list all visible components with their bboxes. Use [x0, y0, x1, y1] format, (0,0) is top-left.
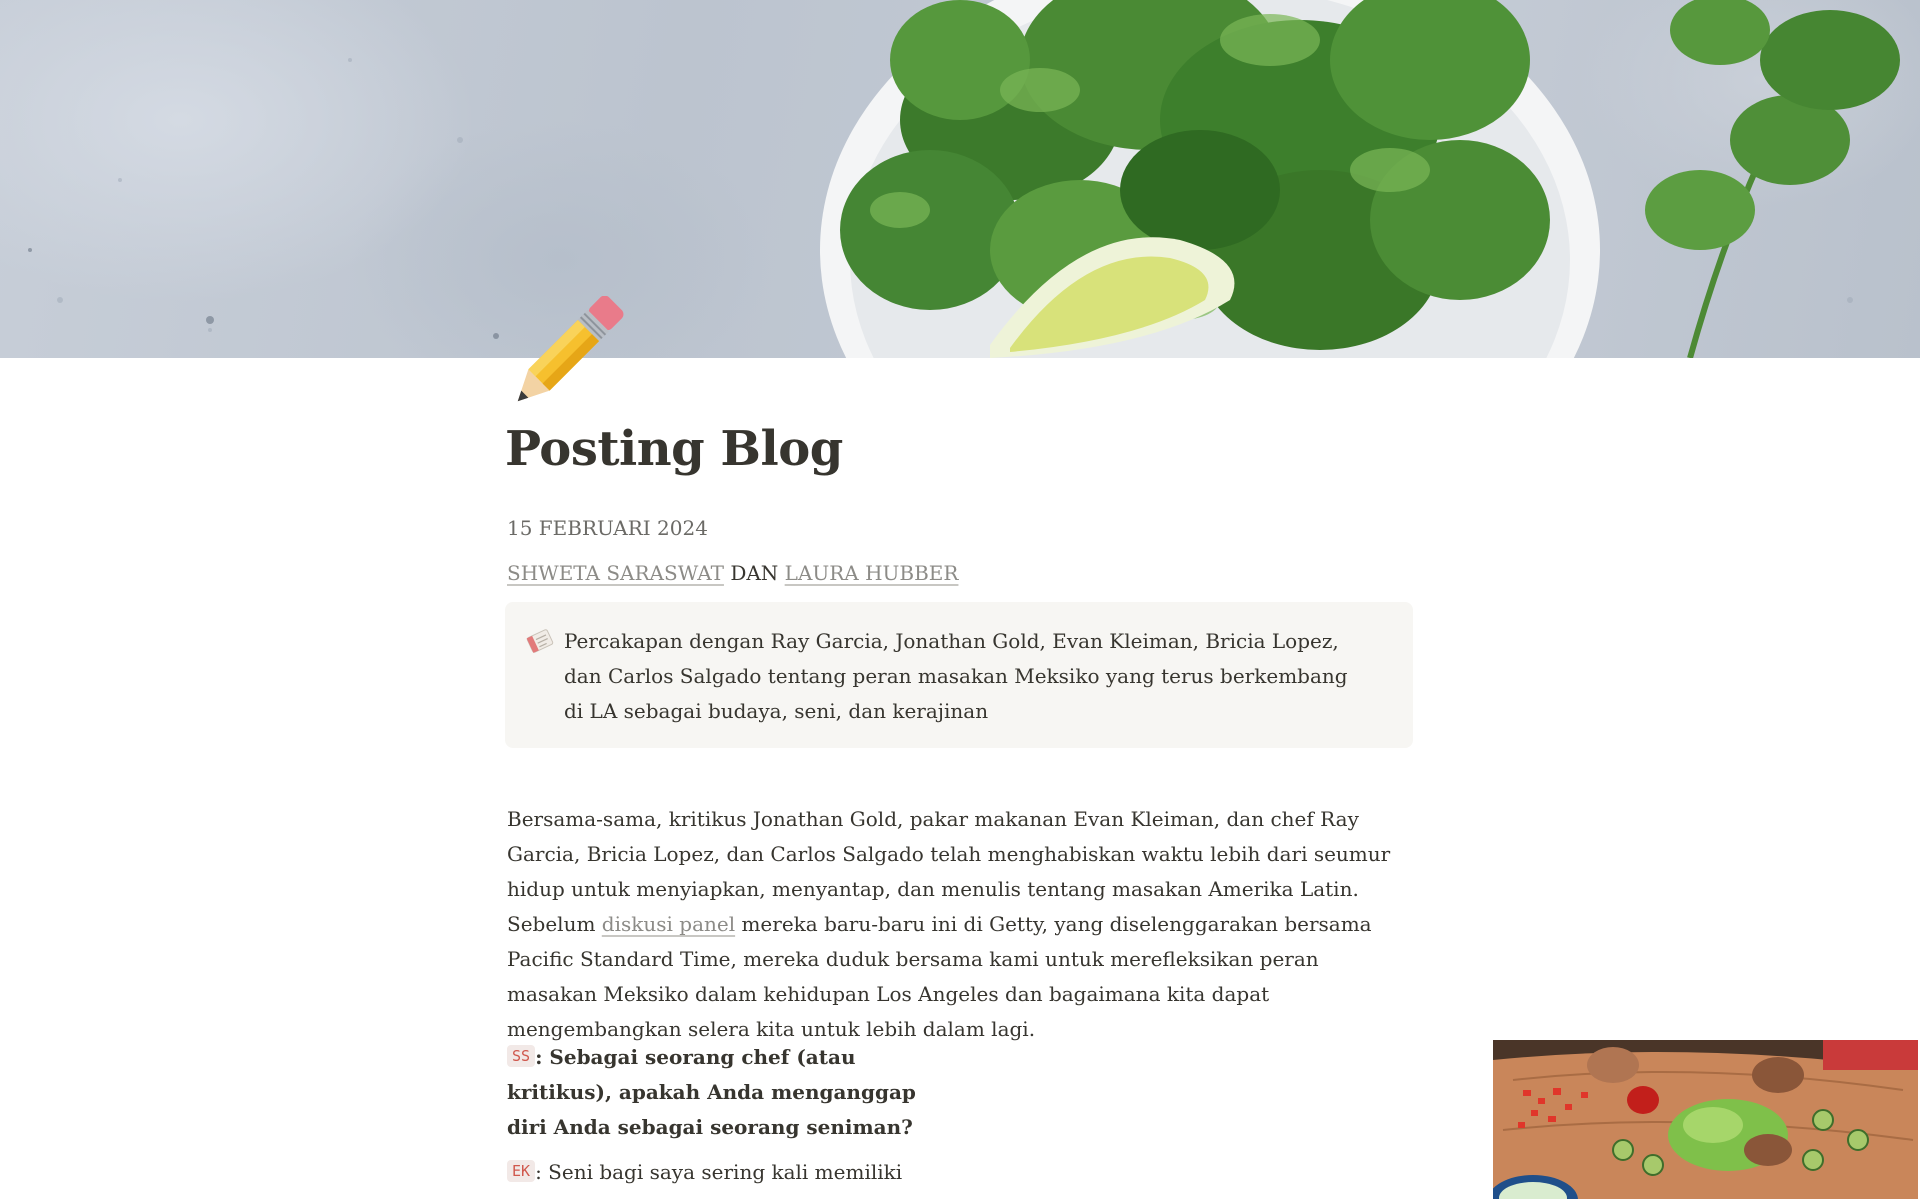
memo-icon[interactable]	[525, 627, 555, 655]
interview-question	[507, 1040, 927, 1145]
intro-text-start: Bersama-sama, kritikus Jonathan Gold, pakar makanan Evan Kleiman, dan chef Ray Garcia, Bricia Lopez, dan Carlos Salgado telah menghabiskan waktu lebih dari seumur hidup untuk menyiapkan, menyantap, dan menulis tentang masakan Amerika Latin. Sebelum	[507, 807, 1391, 936]
answer-text: : Seni bagi saya sering kali memiliki	[535, 1160, 903, 1184]
pencil-icon[interactable]	[500, 296, 626, 416]
cover-image[interactable]	[0, 0, 1920, 358]
authors-line	[507, 559, 958, 587]
speaker-badge-ek: EK	[507, 1160, 535, 1182]
author-link-shweta[interactable]: SHWETA SARASWAT	[507, 561, 724, 585]
question-text: : Sebagai seorang chef (atau kritikus), apakah Anda menganggap diri Anda sebagai seorang seniman?	[507, 1045, 916, 1139]
authors-connector: DAN	[730, 561, 779, 585]
cilantro-bowl-illustration	[0, 0, 1920, 358]
intro-text-end: mereka baru-baru ini di Getty, yang diselenggarakan bersama Pacific Standard Time, mereka duduk bersama kami untuk merefleksikan peran masakan Meksiko dalam kehidupan Los Angeles dan bagaimana kita dapat mengembangkan selera kita untuk lebih dalam lagi.	[507, 912, 1372, 1041]
page-title[interactable]: Posting Blog	[505, 421, 843, 477]
interview-answer	[507, 1155, 927, 1190]
panel-discussion-link[interactable]: diskusi panel	[601, 912, 736, 936]
author-link-laura[interactable]: LAURA HUBBER	[784, 561, 959, 585]
callout-text: Percakapan dengan Ray Garcia, Jonathan Gold, Evan Kleiman, Bricia Lopez, dan Carlos Salgado tentang peran masakan Meksiko yang terus berkembang di LA sebagai budaya, seni, dan kerajinan	[564, 629, 1348, 723]
hands-chopping-vegetables-photo[interactable]	[1493, 1040, 1918, 1199]
summary-callout	[505, 602, 1413, 748]
speaker-badge-ss: SS	[507, 1045, 535, 1067]
post-date: 15 FEBRUARI 2024	[507, 516, 708, 540]
intro-paragraph	[507, 802, 1407, 1047]
